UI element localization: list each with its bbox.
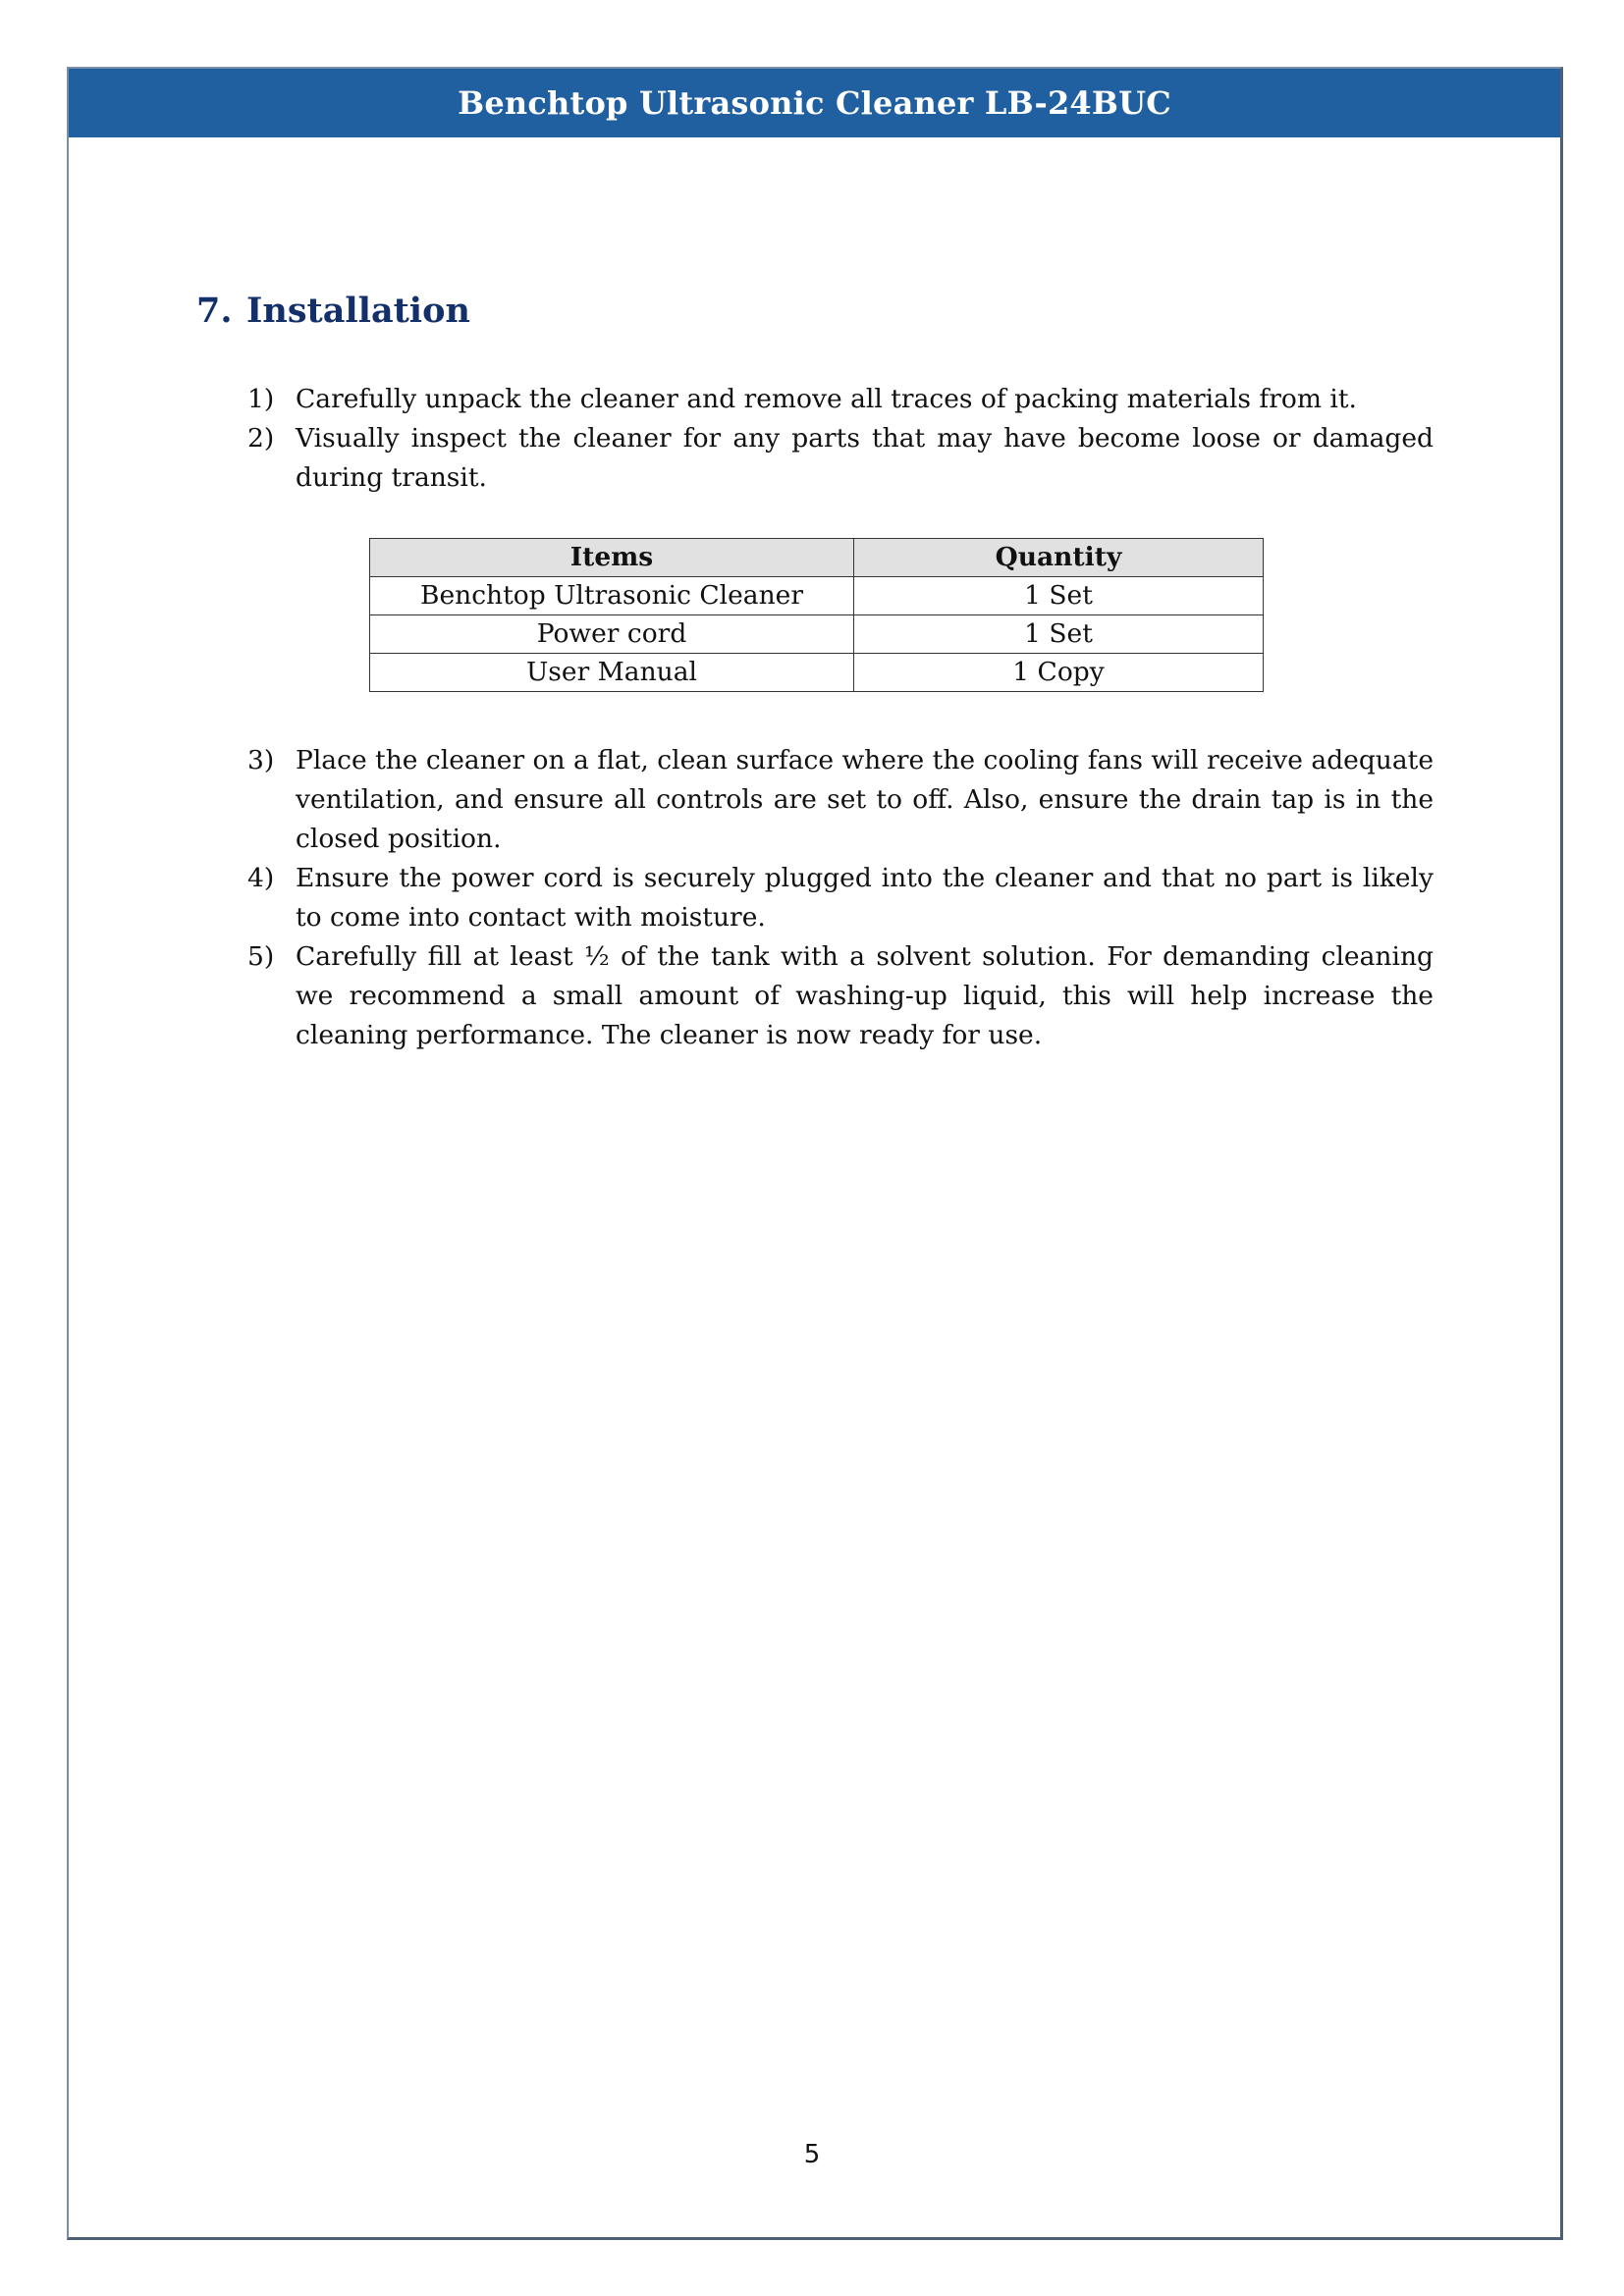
step-item xyxy=(247,937,1434,1055)
section-number: 7. xyxy=(196,291,233,331)
table-row xyxy=(370,654,1264,692)
step-text: Carefully unpack the cleaner and remove all traces of packing materials from it. xyxy=(296,384,1357,414)
installation-steps-part-1 xyxy=(247,380,1434,498)
installation-steps-part-2 xyxy=(247,741,1434,1055)
document-header xyxy=(69,69,1560,137)
step-number: 4) xyxy=(247,863,275,893)
table-row xyxy=(370,615,1264,654)
step-item xyxy=(247,419,1434,498)
column-header-items: Items xyxy=(370,539,854,577)
step-number: 5) xyxy=(247,941,275,972)
step-item xyxy=(247,859,1434,937)
step-item xyxy=(247,741,1434,859)
step-text: Carefully fill at least ½ of the tank with a solvent solution. For demanding cleaning we recommend a small amount of washing-up liquid, this will help increase the cleaning performance. The cleaner is now ready for use. xyxy=(296,941,1434,1050)
step-text: Place the cleaner on a flat, clean surface where the cooling fans will receive adequate ventilation, and ensure all controls are set to off. Also, ensure the drain tap is in the closed position. xyxy=(296,745,1434,854)
step-text: Visually inspect the cleaner for any parts that may have become loose or damaged during transit. xyxy=(296,423,1434,493)
step-text: Ensure the power cord is securely plugged into the cleaner and that no part is likely to come into contact with moisture. xyxy=(296,863,1434,933)
table-header-row xyxy=(370,539,1264,577)
package-contents-table xyxy=(369,538,1264,692)
step-number: 2) xyxy=(247,423,275,454)
step-item xyxy=(247,380,1434,419)
section-heading xyxy=(196,291,470,331)
item-cell: User Manual xyxy=(370,654,854,692)
quantity-cell: 1 Set xyxy=(854,615,1264,654)
step-number: 1) xyxy=(247,384,275,414)
document-title: Benchtop Ultrasonic Cleaner LB-24BUC xyxy=(458,84,1171,122)
table-row xyxy=(370,577,1264,615)
page-number: 5 xyxy=(803,2140,821,2169)
quantity-cell: 1 Set xyxy=(854,577,1264,615)
column-header-quantity: Quantity xyxy=(854,539,1264,577)
step-number: 3) xyxy=(247,745,275,775)
section-title: Installation xyxy=(246,291,470,331)
item-cell: Power cord xyxy=(370,615,854,654)
item-cell: Benchtop Ultrasonic Cleaner xyxy=(370,577,854,615)
quantity-cell: 1 Copy xyxy=(854,654,1264,692)
